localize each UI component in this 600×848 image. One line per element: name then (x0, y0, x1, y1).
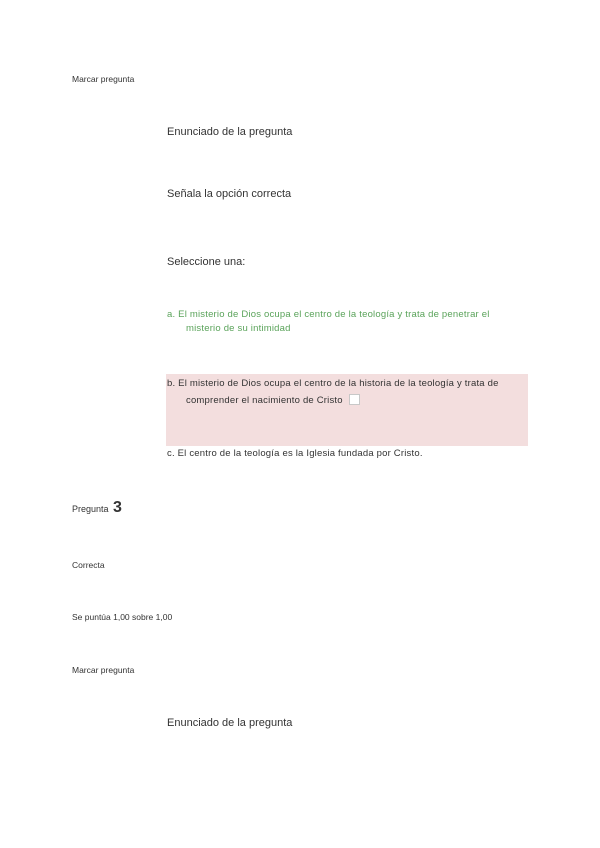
option-text-line1: El centro de la teología es la Iglesia fundada por Cristo. (177, 448, 423, 459)
option-text-line1: El misterio de Dios ocupa el centro de la historia de la teología y trata de (178, 378, 499, 389)
incorrect-checkbox-icon (349, 394, 360, 405)
option-text-line2: misterio de su intimidad (186, 323, 291, 334)
question-number: 3 (112, 499, 122, 516)
option-text-line1: El misterio de Dios ocupa el centro de la teología y trata de penetrar el (178, 309, 490, 320)
option-letter: a. (167, 309, 176, 320)
flag-question-link[interactable]: Marcar pregunta (72, 74, 135, 84)
question-label: Pregunta (72, 504, 109, 514)
select-one-label: Seleccione una: (167, 256, 246, 268)
question-statement-heading: Enunciado de la pregunta (167, 717, 293, 729)
answer-option-c[interactable] (167, 447, 527, 461)
question-score: Se puntúa 1,00 sobre 1,00 (72, 612, 173, 622)
answer-option-b[interactable] (167, 377, 527, 408)
option-letter: b. (167, 378, 176, 389)
flag-question-link[interactable]: Marcar pregunta (72, 665, 135, 675)
question-number-heading (72, 499, 122, 517)
question-statement-heading: Enunciado de la pregunta (167, 126, 293, 138)
question-status: Correcta (72, 560, 105, 570)
option-letter: c. (167, 448, 175, 459)
question-prompt: Señala la opción correcta (167, 188, 292, 200)
answer-option-a[interactable] (167, 308, 527, 336)
option-text-line2: comprender el nacimiento de Cristo (186, 395, 343, 406)
